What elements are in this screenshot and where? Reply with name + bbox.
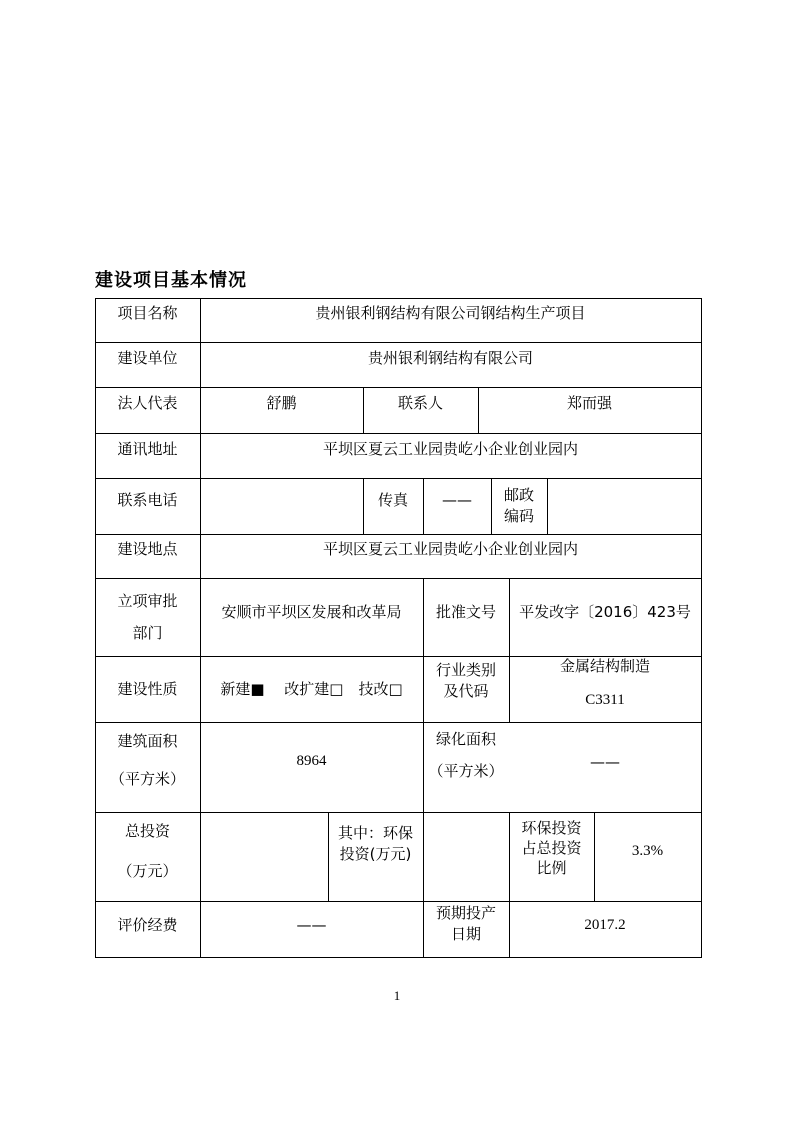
label-legal-rep: 法人代表 — [117, 393, 178, 412]
project-info-table — [95, 298, 701, 958]
value-green-area: —— — [590, 752, 620, 771]
label-nature: 建设性质 — [117, 679, 178, 698]
value-location: 平坝区夏云工业园贵屹小企业创业园内 — [322, 539, 578, 558]
value-industry: 金属结构制造 C3311 — [559, 657, 650, 708]
label-location: 建设地点 — [117, 539, 178, 558]
value-phone — [200, 478, 363, 522]
label-unit: 建设单位 — [117, 348, 178, 367]
label-production-date: 预期投产 日期 — [435, 904, 496, 943]
value-address: 平坝区夏云工业园贵屹小企业创业园内 — [322, 439, 578, 458]
value-total-investment — [200, 812, 328, 901]
value-postal-code — [547, 478, 701, 534]
label-contact: 联系人 — [397, 393, 443, 412]
label-phone: 联系电话 — [117, 490, 178, 509]
value-env-ratio: 3.3% — [631, 842, 664, 859]
label-fax: 传真 — [377, 490, 408, 509]
page-number: 1 — [393, 988, 401, 1003]
label-floor-area: 建筑面积 （平方米） — [109, 732, 185, 788]
section-title: 建设项目基本情况 — [95, 270, 247, 291]
value-fax: —— — [442, 490, 472, 509]
value-project-name: 贵州银利钢结构有限公司钢结构生产项目 — [315, 303, 586, 322]
label-env-investment: 其中：环保 投资(万元) — [337, 824, 413, 863]
value-env-investment — [423, 812, 509, 901]
value-contact: 郑而强 — [566, 393, 612, 412]
value-production-date: 2017.2 — [584, 916, 626, 933]
value-legal-rep: 舒鹏 — [266, 393, 297, 412]
value-approval-doc: 平发改字〔2016〕423号 — [519, 602, 691, 621]
value-unit: 贵州银利钢结构有限公司 — [367, 348, 533, 367]
value-nature: 新建■ 改扩建□ 技改□ — [220, 679, 403, 698]
value-assessment-fee: —— — [296, 915, 327, 934]
label-postal-code: 邮政 编码 — [503, 486, 534, 525]
value-approval-dept: 安顺市平坝区发展和改革局 — [221, 602, 402, 621]
label-env-ratio: 环保投资 占总投资 比例 — [521, 819, 582, 877]
label-total-investment: 总投资 （万元） — [117, 822, 178, 880]
label-approval-doc: 批准文号 — [435, 602, 496, 621]
label-project-name: 项目名称 — [117, 303, 178, 322]
label-address: 通讯地址 — [117, 439, 178, 458]
value-floor-area: 8964 — [296, 752, 327, 769]
label-green-area: 绿化面积 （平方米） — [428, 730, 504, 780]
label-industry: 行业类别 及代码 — [435, 661, 496, 700]
label-approval-dept: 立项审批 部门 — [117, 592, 178, 642]
label-assessment-fee: 评价经费 — [117, 915, 178, 934]
